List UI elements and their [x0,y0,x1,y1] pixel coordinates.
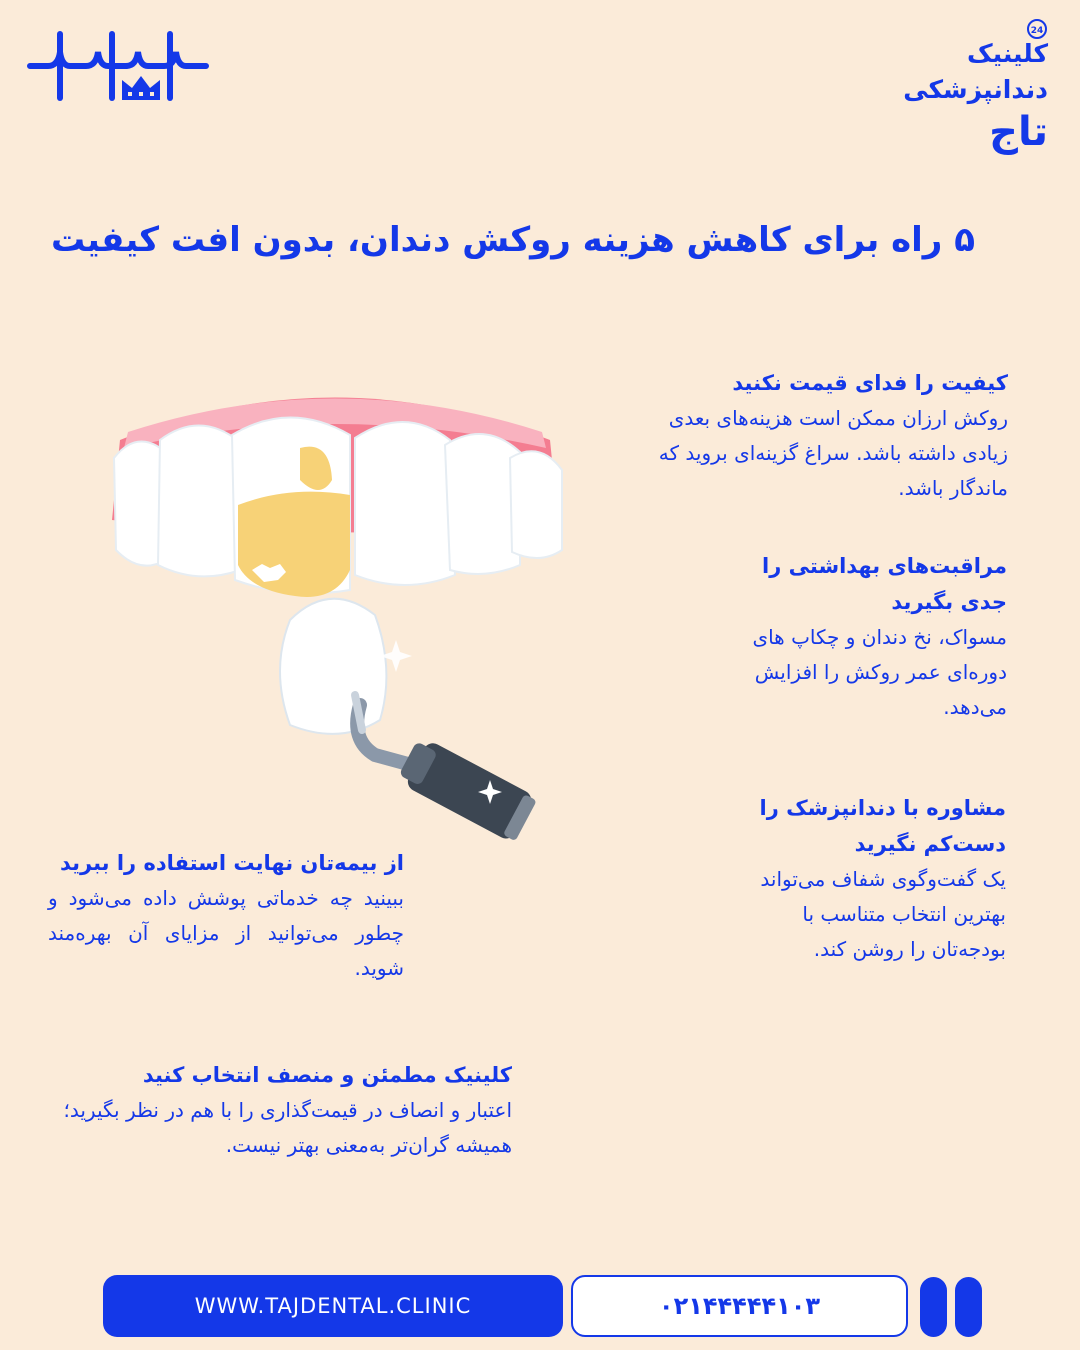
brand-name-top: کلینیک دندانپزشکی [903,39,1048,104]
tip-title: کیفیت را فدای قیمت نکنید [732,371,1008,395]
decorative-pill [955,1277,982,1337]
tip-clinic-choice [48,1057,512,1163]
page-title: ۵ راه برای کاهش هزینه روکش دندان، بدون افت کیفیت [51,220,975,260]
badge-label: 24 [1030,26,1044,36]
crown-wave-logo-icon [22,22,214,112]
website-link-button[interactable]: WWW.TAJDENTAL.CLINIC [103,1275,563,1337]
dental-crown-teeth-illustration-icon [100,370,570,860]
brand-name-bottom: تاج [989,109,1048,155]
tip-body: یک گفت‌وگوی شفاف می‌تواند بهترین انتخاب متناسب با بودجه‌تان را روشن کند. [760,867,1006,961]
brand-logo [818,18,1048,155]
tip-consultation [740,790,1006,967]
tip-title: از بیمه‌تان نهایت استفاده را ببرید [60,851,404,875]
tip-body: اعتبار و انصاف در قیمت‌گذاری را با هم در نظر بگیرید؛ همیشه گران‌تر به‌معنی بهتر نیست. [63,1098,512,1157]
phone-number: ۰۲۱۴۴۴۴۴۱۰۳ [658,1292,821,1320]
tip-hygiene [725,548,1007,725]
decorative-pill [920,1277,947,1337]
tip-title: کلینیک مطمئن و منصف انتخاب کنید [142,1063,512,1087]
tip-body: روکش ارزان ممکن است هزینه‌های بعدی زیادی داشته باشد. سراغ گزینه‌ای بروید که ماندگار باشد. [658,406,1008,500]
tip-quality [640,365,1008,506]
phone-number-button[interactable] [571,1275,908,1337]
tip-body: ببینید چه خدماتی پوشش داده می‌شود و چطور می‌توانید از مزایای آن بهره‌مند شوید. [48,886,404,980]
tip-insurance [48,845,404,986]
tip-title: مشاوره با دندانپزشک را دست‌کم نگیرید [759,796,1006,856]
tip-title: مراقبت‌های بهداشتی را جدی بگیرید [762,554,1007,614]
clock-24-badge-icon [1026,18,1048,40]
tip-body: مسواک، نخ دندان و چکاپ های دوره‌ای عمر روکش را افزایش می‌دهد. [752,625,1007,719]
